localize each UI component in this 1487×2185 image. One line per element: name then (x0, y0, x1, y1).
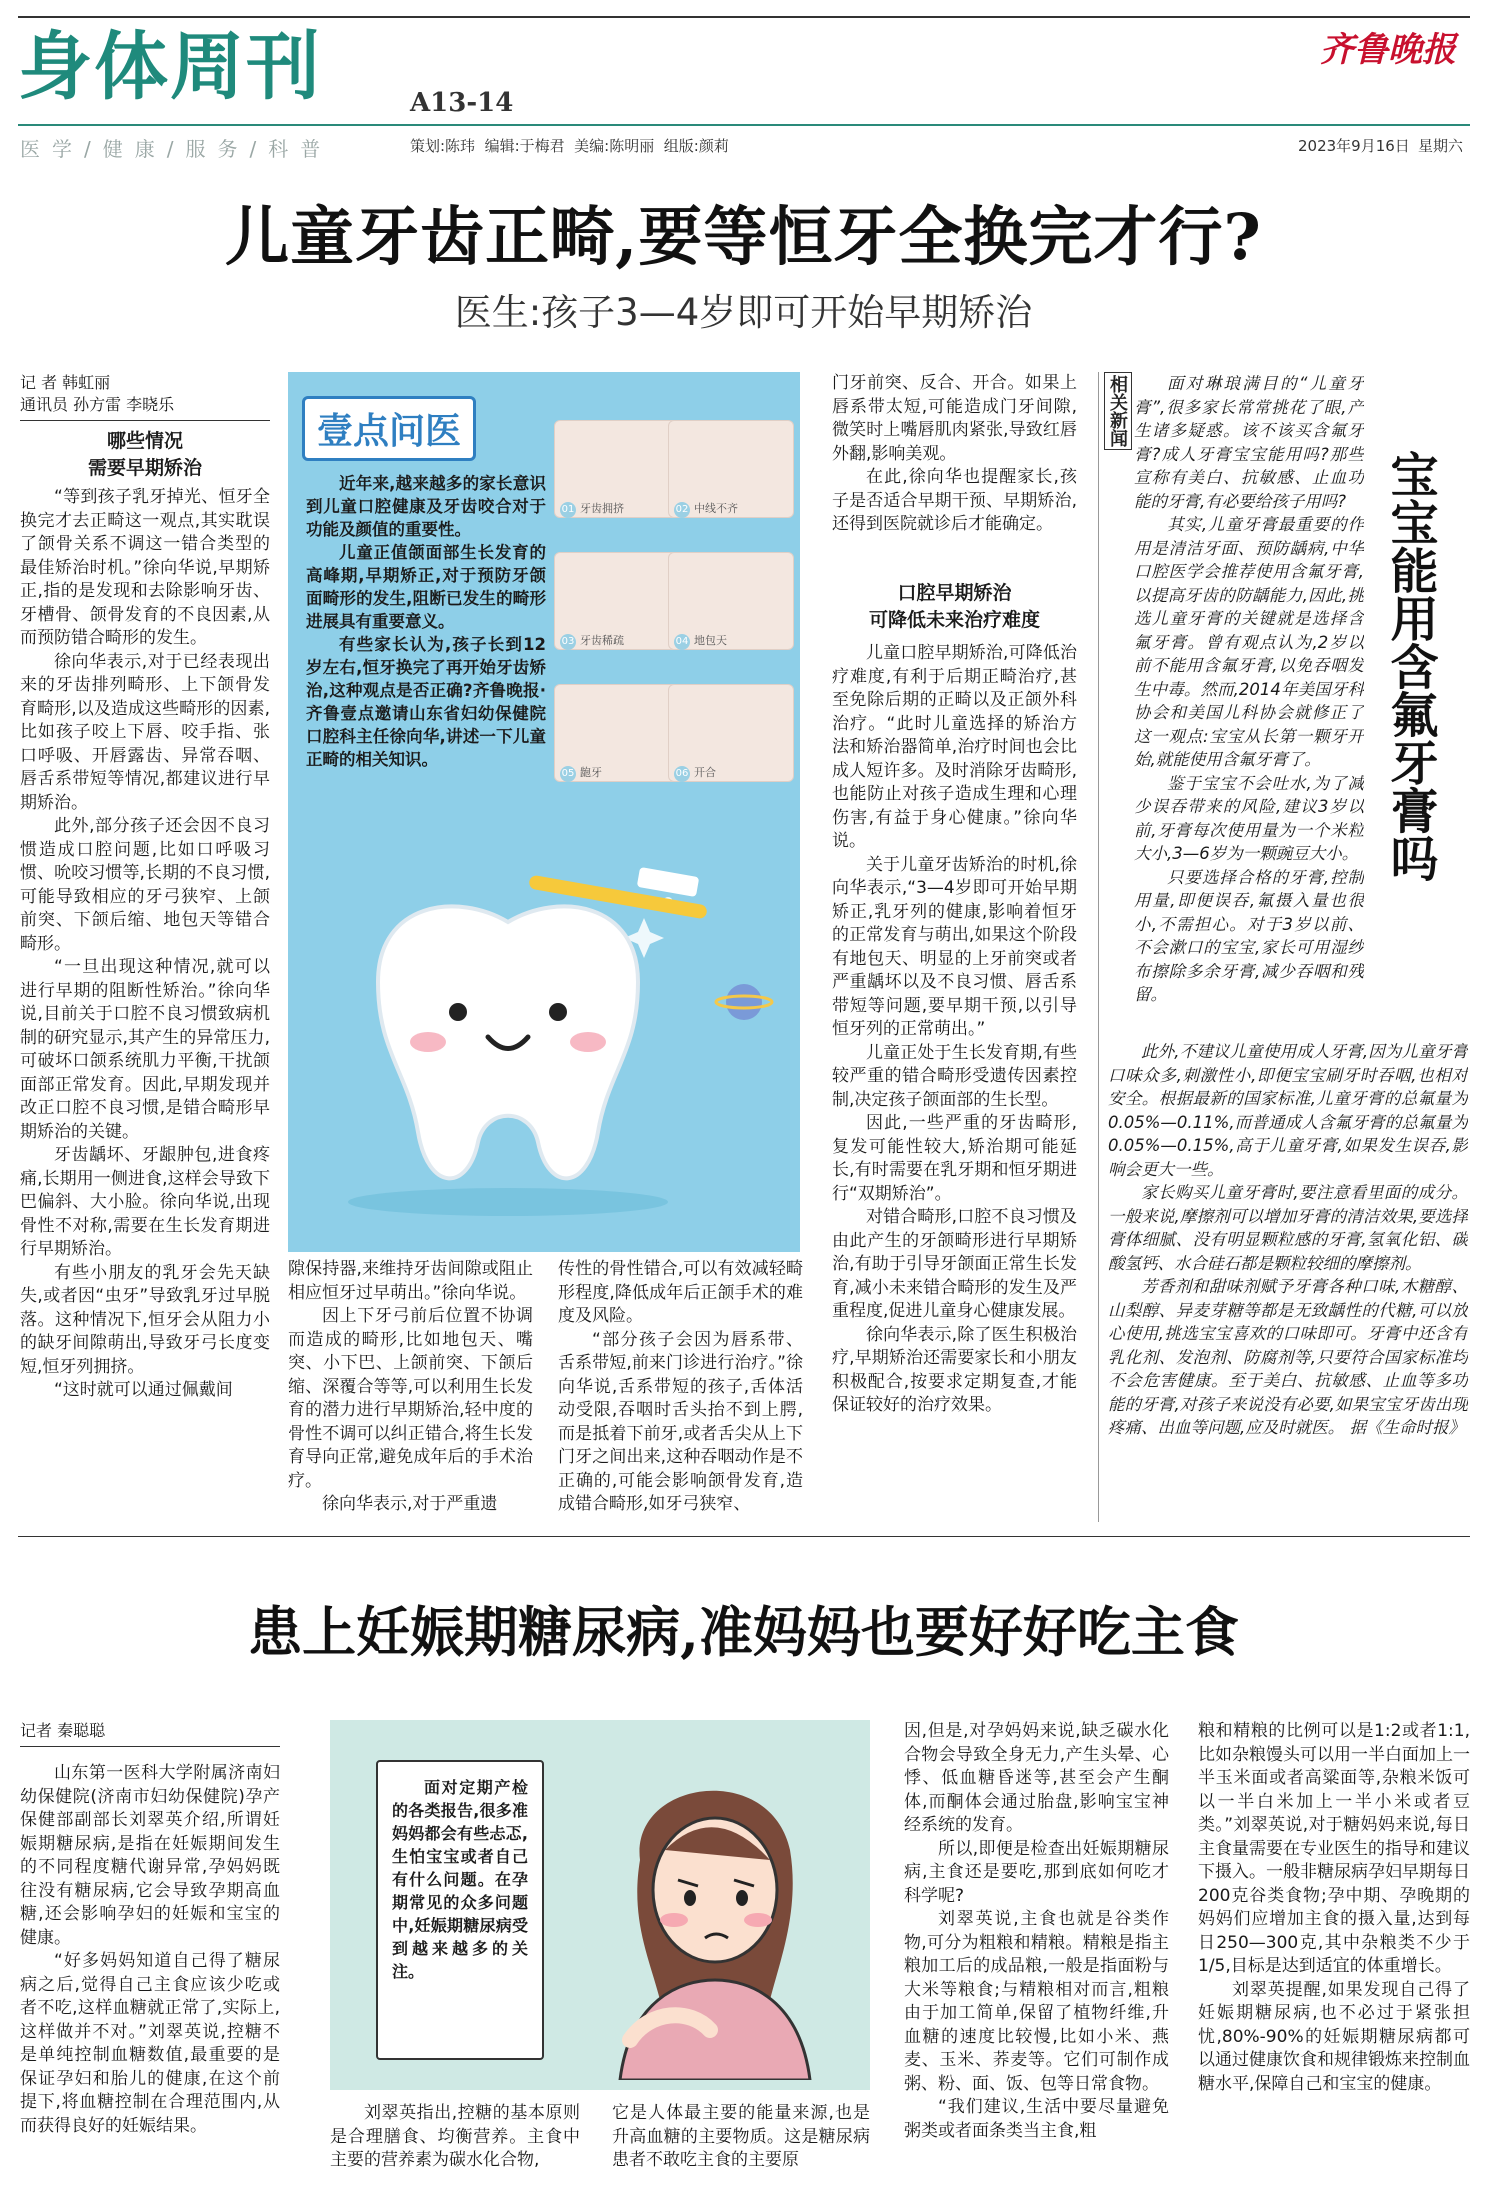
sidebar-headline: 宝宝能用含氟牙膏吗 (1382, 450, 1438, 882)
paragraph: 对错合畸形,口腔不良习惯及由此产生的牙颌畸形进行早期矫治,有助于引导牙颌面正常生长发育,减小未来错合畸形的发生及严重程度,促进儿童身心健康发展。 (832, 1207, 1077, 1321)
byline-correspondent: 通讯员 孙方雷 李晓乐 (20, 394, 270, 421)
issue-weekday: 星期六 (1418, 137, 1464, 155)
article2-col5 (1198, 1720, 1470, 2178)
newspaper-logo: 齐鲁晚报 (1320, 30, 1456, 70)
subheading-early-treatment: 口腔早期矫治 可降低未来治疗难度 (868, 582, 1040, 631)
paragraph: 徐向华表示,对于严重遗 (322, 1494, 498, 1514)
article1-col2 (288, 1258, 533, 1520)
tooth-photo-label: 04 地包天 (674, 632, 727, 650)
intro-paragraph: 近年来,越来越多的家长意识到儿童口腔健康及牙齿咬合对于功能及颜值的重要性。 (306, 474, 546, 539)
paragraph: “部分孩子会因为唇系带、舌系带短,前来门诊进行治疗。”徐向华说,舌系带短的孩子,舌体活动受限,吞咽时舌头抬不到上腭,而是抵着下前牙,或者舌尖从上下门牙之间出来,这种吞咽动作是不正确的,可能会影响颌骨发育,造成错合畸形,如牙弓狭窄、 (558, 1329, 803, 1514)
paragraph: 儿童正处于生长发育期,有些较严重的错合畸形受遗传因素控制,决定孩子颌面部的生长型。 (832, 1042, 1077, 1110)
paragraph: 鉴于宝宝不会吐水,为了减少误吞带来的风险,建议3岁以前,牙膏每次使用量为一个米粒大小,3—6岁为一颗豌豆大小。 (1134, 773, 1364, 863)
paragraph: “我们建议,生活中要尽量避免粥类或者面条类当主食,粗 (904, 2097, 1169, 2141)
paragraph: 家长购买儿童牙膏时,要注意看里面的成分。一般来说,摩擦剂可以增加牙膏的清洁效果,要选择膏体细腻、没有明显颗粒感的牙膏,氢氧化铝、碳酸氢钙、水合硅石都是颗粒较细的摩擦剂。 (1108, 1183, 1468, 1273)
section-title: 身体周刊 (18, 24, 322, 110)
article2-byline: 记者 秦聪聪 (20, 1720, 280, 1747)
paragraph: 徐向华表示,除了医生积极治疗,早期矫治还需要家长和小朋友积极配合,按要求定期复查,才能保证较好的治疗效果。 (832, 1324, 1077, 1415)
tooth-photo-label: 02 中线不齐 (674, 500, 738, 518)
paragraph: 因,但是,对孕妈妈来说,缺乏碳水化合物会导致全身无力,产生头晕、心悸、低血糖昏迷等,甚至会产生酮体,而酮体会通过胎盘,影响宝宝神经系统的发育。 (904, 1721, 1169, 1835)
illustration-panel (288, 372, 800, 1252)
paragraph: 儿童口腔早期矫治,可降低治疗难度,有利于后期正畸治疗,甚至免除后期的正畸以及正颌外科治疗。“此时儿童选择的矫治方法和矫治器简单,治疗时间也会比成人短许多。及时消除牙齿畸形,也能防止对孩子造成生理和心理伤害,有益于身心健康。”徐向华说。 (832, 643, 1077, 851)
paragraph: “等到孩子乳牙掉光、恒牙全换完才去正畸这一观点,其实耽误了颌骨关系不调这一错合类型的最佳矫治时机。”徐向华说,早期矫正,指的是发现和去除影响牙齿、牙槽骨、颌骨发育的不良因素,从而预防错合畸形的发生。 (20, 487, 270, 648)
paragraph: “一旦出现这种情况,就可以进行早期的阻断性矫治。”徐向华说,目前关于口腔不良习惯致病机制的研究显示,其产生的异常压力,可破坏口颌系统肌力平衡,干扰颌面部正常发育。因此,早期发现并改正口腔不良习惯,是错合畸形早期矫治的关键。 (20, 957, 270, 1142)
paragraph: 此外,部分孩子还会因不良习惯造成口腔问题,比如口呼吸习惯、吮咬习惯等,长期的不良习惯,可能导致相应的牙弓狭窄、上颌前突、下颌后缩、地包天等错合畸形。 (20, 816, 270, 954)
paragraph: 其实,儿童牙膏最重要的作用是清洁牙面、预防龋病,中华口腔医学会推荐使用含氟牙膏,以提高牙齿的防龋能力,因此,挑选儿童牙膏的关键就是选择含氟牙膏。曾有观点认为,2岁以前不能用含氟牙膏,以免吞咽发生中毒。然而,2014年美国牙科协会和美国儿科协会就修正了这一观点:宝宝从长第一颗牙开始,就能使用含氟牙膏了。 (1134, 515, 1364, 769)
intro-paragraph: 有些家长认为,孩子长到12岁左右,恒牙换完了再开始牙齿矫治,这种观点是否正确?齐鲁晚报·齐鲁壹点邀请山东省妇幼保健院口腔科主任徐向华,讲述一下儿童正畸的相关知识。 (306, 635, 546, 769)
paragraph: 关于儿童牙齿矫治的时机,徐向华表示,“3—4岁即可开始早期矫正,乳牙列的健康,影响着恒牙的正常发育与萌出,如果这个阶段有地包天、明显的上牙前突或者严重龋坏以及不良习惯、唇舌系带短等问题,要早期干预,以引导恒牙列的正常萌出。” (832, 854, 1077, 1039)
paragraph: 在此,徐向华也提醒家长,孩子是否适合早期干预、早期矫治,还得到医院就诊后才能确定。 (832, 467, 1077, 534)
callout-box (376, 1760, 544, 2060)
callout-text: 面对定期产检的各类报告,很多准妈妈都会有些忐忑,生怕宝宝或者自己有什么问题。在孕期常见的众多问题中,妊娠期糖尿病受到越来越多的关注。 (392, 1778, 528, 1981)
sidebar-bottom (1108, 1040, 1468, 1520)
article1-headline: 儿童牙齿正畸,要等恒牙全换完才行? (225, 200, 1262, 275)
article1-col4-top (832, 372, 1077, 552)
tooth-photo-label: 03 牙齿稀疏 (560, 632, 624, 650)
paragraph: 所以,即便是检查出妊娠期糖尿病,主食还是要吃,那到底如何吃才科学呢? (904, 1838, 1169, 1906)
subheading-which-cases: 哪些情况 需要早期矫治 (87, 430, 202, 479)
paragraph: 有些小朋友的乳牙会先天缺失,或者因“虫牙”导致乳牙过早脱落。这种情况下,恒牙会从阻力小的缺牙间隙萌出,导致牙弓长度变短,恒牙列拥挤。 (20, 1262, 270, 1377)
paragraph: 山东第一医科大学附属济南妇幼保健院(济南市妇幼保健院)孕产保健部副部长刘翠英介绍,所谓妊娠期糖尿病,是指在妊娠期间发生的不同程度糖代谢异常,孕妈妈既往没有糖尿病,它会导致孕期高血糖,还会影响孕妇的妊娠和宝宝的健康。 (20, 1763, 280, 1948)
paragraph: 芳香剂和甜味剂赋予牙膏各种口味,木糖醇、山梨醇、异麦芽糖等都是无致龋性的代糖,可以放心使用,挑选宝宝喜欢的口味即可。牙膏中还含有乳化剂、发泡剂、防腐剂等,只要符合国家标准均不会危害健康。至于美白、抗敏感、止血等多功能的牙膏,对孩子来说没有必要,如果宝宝牙齿出现疼痛、出血等问题,应及时就医。 据《生命时报》 (1108, 1277, 1468, 1437)
tooth-photo-label: 01 牙齿拥挤 (560, 500, 624, 518)
illustration-title: 壹点问医 (302, 396, 476, 461)
pregnant-woman-illustration (570, 1740, 850, 2080)
paragraph: 牙齿龋坏、牙龈肿包,进食疼痛,长期用一侧进食,这样会导致下巴偏斜、大小脸。徐向华说,出现骨性不对称,需要在生长发育期进行早期矫治。 (20, 1145, 270, 1259)
article1-byline (20, 372, 270, 421)
related-news-tag: 相关新闻 (1104, 372, 1132, 450)
paragraph: 因此,一些严重的牙齿畸形,复发可能性较大,矫治期可能延长,有时需要在乳牙期和恒牙期进行“双期矫治”。 (832, 1113, 1077, 1204)
article2-col3 (612, 2102, 870, 2178)
article1-deck: 医生:孩子3—4岁即可开始早期矫治 (454, 291, 1033, 334)
article1-col4-bottom (832, 642, 1077, 1522)
paragraph: 只要选择合格的牙膏,控制用量,即便误吞,氟摄入量也很小,不需担心。对于3岁以前、不会漱口的宝宝,家长可用湿纱布擦除多余牙膏,减少吞咽和残留。 (1134, 867, 1364, 1004)
article2-rule-top (18, 1536, 1470, 1537)
article2-col1 (20, 1762, 280, 2172)
paragraph: 刘翠英说,主食也就是谷类作物,可分为粗粮和精粮。精粮是指主粮加工后的成品粮,一般是指面粉与大米等粮食;与精粮相对而言,粗粮由于加工简单,保留了植物纤维,升血糖的速度比较慢,比如小米、燕麦、玉米、荞麦等。它们可制作成粥、粉、面、饭、包等日常食物。 (904, 1909, 1169, 2094)
paragraph: 刘翠英提醒,如果发现自己得了妊娠期糖尿病,也不必过于紧张担忧,80%-90%的妊娠期糖尿病都可以通过健康饮食和规律锻炼来控制血糖水平,保障自己和宝宝的健康。 (1198, 1979, 1470, 2094)
paragraph: 刘翠英指出,控糖的基本原则是合理膳食、均衡营养。主食中主要的营养素为碳水化合物, (330, 2103, 580, 2170)
page-numbers: A13-14 (410, 88, 514, 118)
paragraph: 此外,不建议儿童使用成人牙膏,因为儿童牙膏口味众多,刺激性小,即便宝宝刷牙时吞咽,也相对安全。根据最新的国家标准,儿童牙膏的总氟量为0.05%—0.11%,而普通成人含氟牙膏的总氟量为0.05%—0.15%,高于儿童牙膏,如果发生误吞,影响会更大一些。 (1108, 1042, 1468, 1179)
article2-col4 (904, 1720, 1169, 2178)
paragraph: 它是人体最主要的能量来源,也是升高血糖的主要物质。这是糖尿病患者不敢吃主食的主要原 (612, 2103, 870, 2170)
sidebar-divider (1098, 372, 1099, 1522)
paragraph: 粮和精粮的比例可以是1:2或者1:1,比如杂粮馒头可以用一半白面加上一半玉米面或者高粱面等,杂粮米饭可以一半白米加上一半小米或者豆类。”刘翠英说,对于糖妈妈来说,每日主食量需要在专业医生的指导和建议下摄入。一般非糖尿病孕妇早期每日200克谷类食物;孕中期、孕晚期的妈妈们应增加主食的摄入量,达到每日250—300克,其中杂粮类不少于1/5,目标是达到适宜的体重增长。 (1198, 1721, 1470, 1976)
editor-credits: 策划:陈玮 编辑:于梅君 美编:陈明丽 组版:颜莉 (410, 137, 729, 155)
paragraph: “这时就可以通过佩戴间 (54, 1380, 233, 1400)
byline-reporter: 记 者 韩虹丽 (20, 373, 111, 392)
paragraph: 门牙前突、反合、开合。如果上唇系带太短,可能造成门牙间隙,微笑时上嘴唇肌肉紧张,导致红唇外翻,影响美观。 (832, 373, 1077, 464)
article2-col2 (330, 2102, 580, 2178)
article2-headline: 患上妊娠期糖尿病,准妈妈也要好好吃主食 (248, 1600, 1239, 1664)
issue-date: 2023年9月16日 (1298, 137, 1410, 155)
intro-text (306, 472, 546, 771)
paragraph: 传性的骨性错合,可以有效减轻畸形程度,降低成年后正颌手术的难度及风险。 (558, 1259, 803, 1326)
paragraph: 徐向华表示,对于已经表现出来的牙齿排列畸形、上下颌骨发育畸形,以及造成这些畸形的因素,比如孩子咬上下唇、咬手指、张口呼吸、开唇露齿、异常吞咽、唇舌系带短等情况,都建议进行早期矫治。 (20, 651, 270, 813)
tooth-photo-label: 06 开合 (674, 764, 716, 782)
masthead (0, 0, 1487, 180)
paragraph: “好多妈妈知道自己得了糖尿病之后,觉得自己主食应该少吃或者不吃,这样血糖就正常了,实际上,这样做并不对。”刘翠英说,控糖不是单纯控制血糖数值,最重要的是保证孕妇和胎儿的健康,在这个前提下,将血糖控制在合理范围内,从而获得良好的妊娠结果。 (20, 1951, 280, 2136)
tooth-photo-label: 05 龅牙 (560, 764, 602, 782)
cartoon-tooth-illustration (308, 792, 780, 1232)
article1-col3 (558, 1258, 803, 1520)
sidebar-top (1134, 372, 1364, 1032)
pregnancy-illustration-panel (330, 1720, 870, 2090)
paragraph: 面对琳琅满目的“儿童牙膏”,很多家长常常挑花了眼,产生诸多疑惑。该不该买含氟牙膏?成人牙膏宝宝能用吗?那些宣称有美白、抗敏感、止血功能的牙膏,有必要给孩子用吗? (1134, 374, 1364, 511)
intro-paragraph: 儿童正值颌面部生长发育的高峰期,早期矫正,对于预防牙颌面畸形的发生,阻断已发生的畸形进展具有重要意义。 (306, 543, 546, 631)
paragraph: 隙保持器,来维持牙齿间隙或阻止相应恒牙过早萌出。”徐向华说。 (288, 1259, 533, 1303)
paragraph: 因上下牙弓前后位置不协调而造成的畸形,比如地包天、嘴突、小下巴、上颌前突、下颌后缩、深覆合等等,可以利用生长发育的潜力进行早期矫治,轻中度的骨性不调可以纠正错合,将生长发育导向正常,避免成年后的手术治疗。 (288, 1306, 533, 1491)
section-tagline: 医学/健康/服务/科普 (20, 137, 333, 161)
article1-col1 (20, 486, 270, 1516)
